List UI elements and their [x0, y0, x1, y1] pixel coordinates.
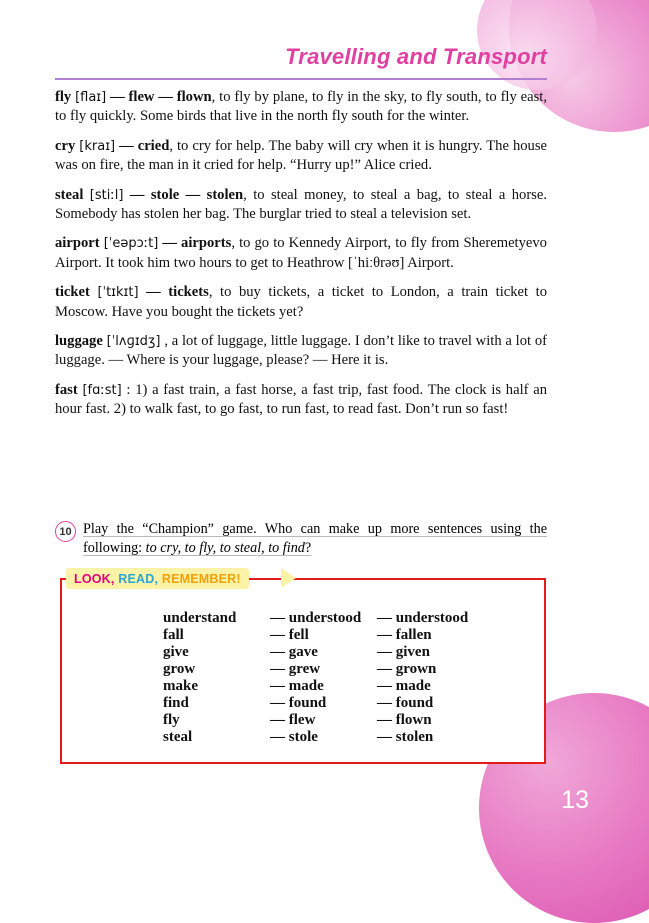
exercise-text-before: Play the “Champion” game. Who can make up more sentences using the following:: [83, 521, 547, 557]
exercise-text-after: ?: [304, 540, 312, 557]
banner-word-look: LOOK,: [74, 571, 115, 586]
entry-headword: luggage: [55, 333, 103, 350]
irregular-verb-table: [163, 610, 527, 746]
look-read-remember-banner: [66, 568, 546, 590]
verb-base: understand: [163, 610, 237, 626]
entry-ipa: [ˈlʌɡɪdʒ]: [106, 334, 161, 350]
entry-headword: ticket: [55, 284, 90, 301]
entry-ipa: [ˈtɪkɪt]: [97, 285, 139, 301]
title-divider: [55, 78, 547, 80]
verb-participle: — flown: [377, 712, 432, 728]
entry-body: , to steal money, to steal a bag, to steal a horse. Somebody has stolen her bag. The burglar tried to steal a television set.: [55, 186, 547, 223]
table-row: [163, 712, 527, 729]
verb-participle: — grown: [377, 661, 437, 677]
exercise-10: [55, 520, 547, 558]
verb-past: — fell: [270, 627, 309, 643]
verb-past: — grew: [270, 661, 321, 677]
entry-headword: steal: [55, 186, 84, 203]
vocabulary-entry: [55, 234, 547, 273]
entry-headword: fly: [55, 89, 72, 105]
vocabulary-entry: [55, 88, 547, 127]
vocabulary-entries: [55, 88, 547, 430]
page-number: 13: [561, 786, 589, 814]
banner-arrow-icon: [281, 568, 296, 588]
table-row: [163, 695, 527, 712]
verb-past: — flew: [270, 712, 316, 728]
verb-past: — made: [270, 678, 324, 694]
vocabulary-entry: [55, 332, 547, 371]
verb-base: fall: [163, 627, 184, 643]
verb-base: fly: [163, 712, 180, 728]
entry-ipa: [fɑːst]: [82, 382, 122, 398]
entry-body: , to buy tickets, a ticket to London, a train ticket to Moscow. Have you bought the tickets yet?: [55, 284, 548, 320]
verb-base: give: [163, 644, 189, 660]
entry-forms: — cried: [119, 137, 170, 154]
verb-participle: — found: [377, 695, 434, 711]
verb-base: make: [163, 678, 198, 694]
entry-forms: — airports: [162, 235, 232, 252]
entry-headword: fast: [55, 381, 78, 398]
page-title: Travelling and Transport: [285, 44, 547, 69]
verb-participle: — given: [377, 644, 430, 660]
exercise-instructions: [83, 520, 547, 558]
banner-label: [66, 568, 249, 589]
verb-past: — gave: [270, 644, 318, 660]
entry-ipa: [flaɪ]: [75, 90, 107, 105]
verb-past: — found: [270, 695, 327, 711]
verb-past: — understood: [270, 610, 362, 626]
vocabulary-entry: [55, 381, 547, 420]
table-row: [163, 729, 527, 746]
verb-past: — stole: [270, 729, 318, 745]
vocabulary-entry: [55, 283, 547, 322]
verb-participle: — made: [377, 678, 431, 694]
entry-body: : 1) a fast train, a fast horse, a fast trip, fast food. The clock is half an hour fast. 2) to walk fast, to go fast, to run fast, to read fast. Don’t run so fast!: [55, 381, 547, 418]
banner-word-read: READ,: [118, 571, 159, 586]
entry-body: , to cry for help. The baby will cry when it is hungry. The house was on fire, the man in it cried for help. “Hurry up!” Alice cried.: [55, 137, 547, 174]
entry-ipa: [stiːl]: [89, 187, 124, 203]
verb-participle: — understood: [377, 610, 469, 626]
banner-word-remember: REMEMBER!: [161, 571, 241, 586]
page-title-wrap: [55, 44, 547, 70]
verb-base: find: [163, 695, 189, 711]
table-row: [163, 678, 527, 695]
exercise-number-badge: 10: [55, 521, 76, 542]
verb-base: steal: [163, 729, 193, 745]
exercise-text-italic: to cry, to fly, to steal, to find: [145, 540, 305, 557]
entry-ipa: [ˈeəpɔːt]: [103, 236, 159, 252]
entry-headword: airport: [55, 235, 100, 252]
entry-body: , a lot of luggage, little luggage. I don’t like to travel with a lot of luggage. — Where is your luggage, please? — Here it is.: [55, 333, 548, 369]
vocabulary-entry: [55, 137, 547, 176]
entry-body: , to fly by plane, to fly in the sky, to fly south, to fly east, to fly quickly. Some birds that live in the north fly south for the winter.: [55, 89, 547, 125]
entry-headword: cry: [55, 137, 76, 154]
entry-ipa: [kraɪ]: [79, 138, 116, 154]
verb-participle: — fallen: [377, 627, 432, 643]
entry-body: , to go to Kennedy Airport, to fly from Sheremetyevo Airport. It took him two hours to get to Heathrow [ˈhiːθrəʊ] Airport.: [55, 235, 547, 271]
entry-forms: — tickets: [146, 284, 209, 301]
table-row: [163, 661, 527, 678]
table-row: [163, 644, 527, 661]
verb-participle: — stolen: [377, 729, 434, 745]
vocabulary-entry: [55, 186, 547, 225]
entry-forms: — stole — stolen: [129, 186, 244, 203]
verb-base: grow: [163, 661, 196, 677]
table-row: [163, 627, 527, 644]
entry-forms: — flew — flown: [110, 89, 212, 105]
table-row: [163, 610, 527, 627]
